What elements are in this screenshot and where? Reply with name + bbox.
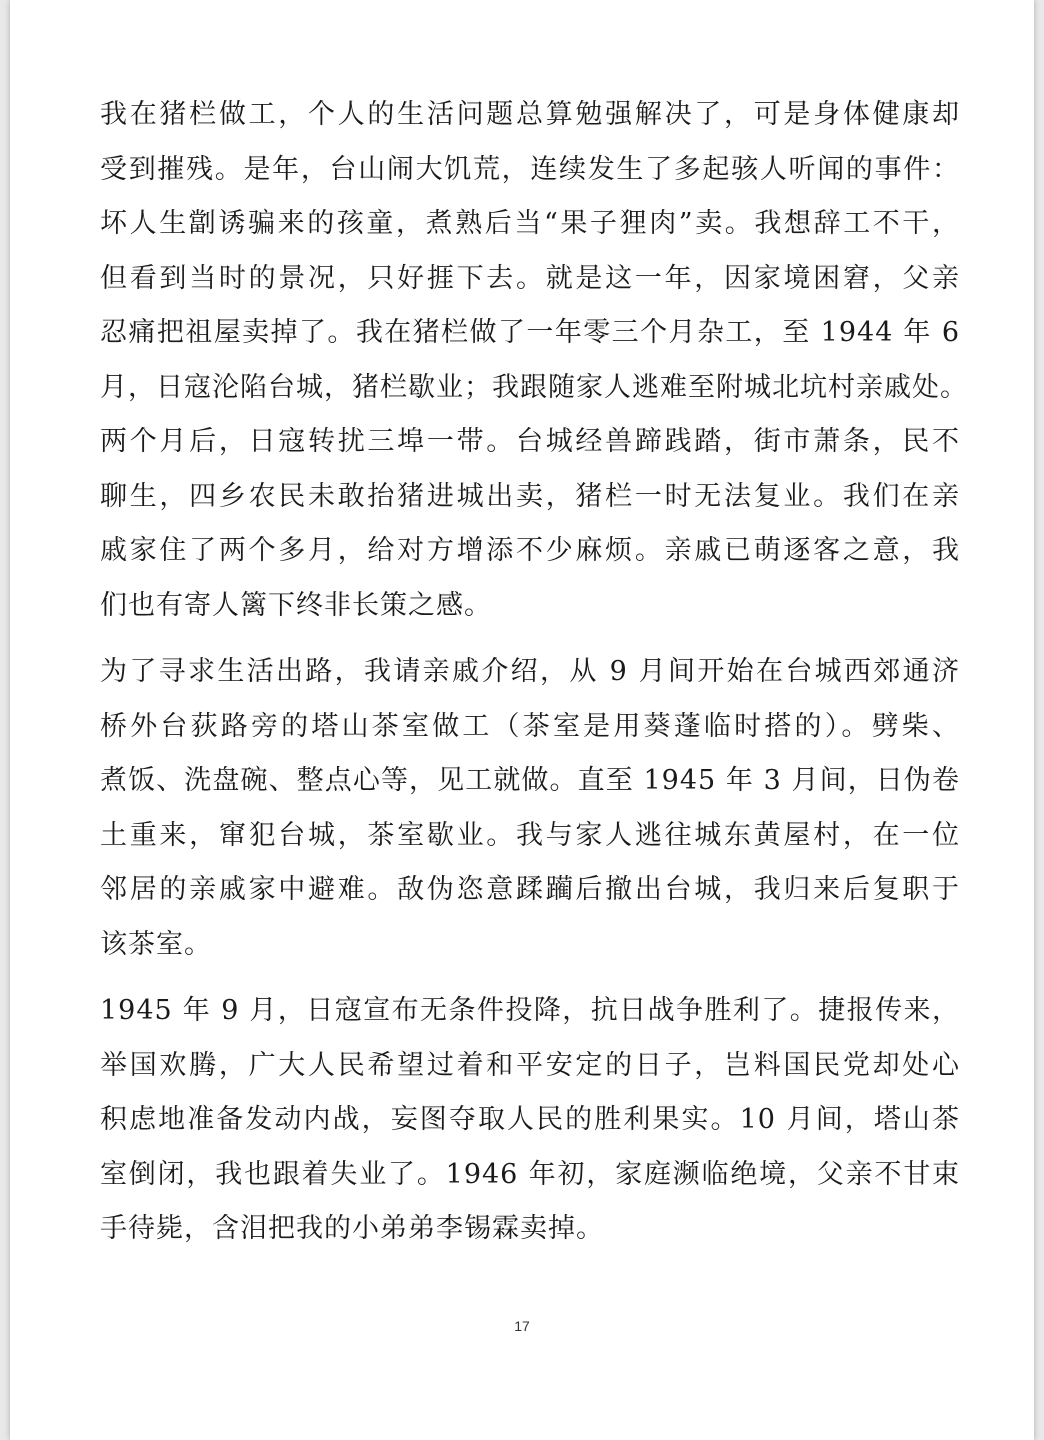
paragraph-2	[100, 645, 960, 972]
text-line: 两个月后，日寇转扰三埠一带。台城经兽蹄践踏，街市萧条，民不	[100, 426, 960, 457]
text-line: 1945 年 9 月，日寇宣布无条件投降，抗日战争胜利了。捷报传来，	[100, 995, 960, 1026]
text-line: 桥外台荻路旁的塔山茶室做工（茶室是用葵蓬临时搭的）。劈柴、	[100, 710, 960, 742]
text-line: 受到摧残。是年，台山闹大饥荒，连续发生了多起骇人听闻的事件：	[100, 153, 960, 185]
text-line: 举国欢腾，广大人民希望过着和平安定的日子，岂料国民党却处心	[100, 1049, 960, 1081]
text-line: 煮饭、洗盘碗、整点心等，见工就做。直至 1945 年 3 月间，日伪卷	[100, 765, 960, 796]
paragraph-3	[100, 984, 960, 1257]
page-number: 17	[514, 1318, 530, 1334]
body-text	[100, 88, 968, 1269]
text-line: 为了寻求生活出路，我请亲戚介绍，从 9 月间开始在台城西郊通济	[100, 656, 960, 687]
text-line: 坏人生劏诱骗来的孩童，煮熟后当“果子狸肉”卖。我想辞工不干，	[100, 208, 960, 239]
text-line: 聊生，四乡农民未敢抬猪进城出卖，猪栏一时无法复业。我们在亲	[100, 480, 960, 512]
text-line: 邻居的亲戚家中避难。敌伪恣意蹂躏后撤出台城，我归来后复职于	[100, 874, 960, 905]
text-line: 土重来，窜犯台城，茶室歇业。我与家人逃往城东黄屋村，在一位	[100, 819, 960, 851]
text-line: 月，日寇沦陷台城，猪栏歇业；我跟随家人逃难至附城北坑村亲戚处。	[100, 371, 968, 403]
text-line: 但看到当时的景况，只好捱下去。就是这一年，因家境困窘，父亲	[100, 262, 960, 294]
text-line: 该茶室。	[100, 928, 212, 960]
text-line: 们也有寄人篱下终非长策之感。	[100, 589, 492, 621]
text-line: 积虑地准备发动内战，妄图夺取人民的胜利果实。10 月间，塔山茶	[100, 1104, 960, 1135]
document-page	[10, 0, 1034, 1440]
text-line: 室倒闭，我也跟着失业了。1946 年初，家庭濒临绝境，父亲不甘束	[100, 1158, 960, 1190]
paragraph-1	[100, 88, 968, 633]
text-line: 手待毙，含泪把我的小弟弟李锡霖卖掉。	[100, 1213, 604, 1244]
text-line: 忍痛把祖屋卖掉了。我在猪栏做了一年零三个月杂工，至 1944 年 6	[100, 317, 960, 348]
text-line: 戚家住了两个多月，给对方增添不少麻烦。亲戚已萌逐客之意，我	[100, 535, 960, 566]
text-line: 我在猪栏做工，个人的生活问题总算勉强解决了，可是身体健康却	[100, 99, 960, 130]
